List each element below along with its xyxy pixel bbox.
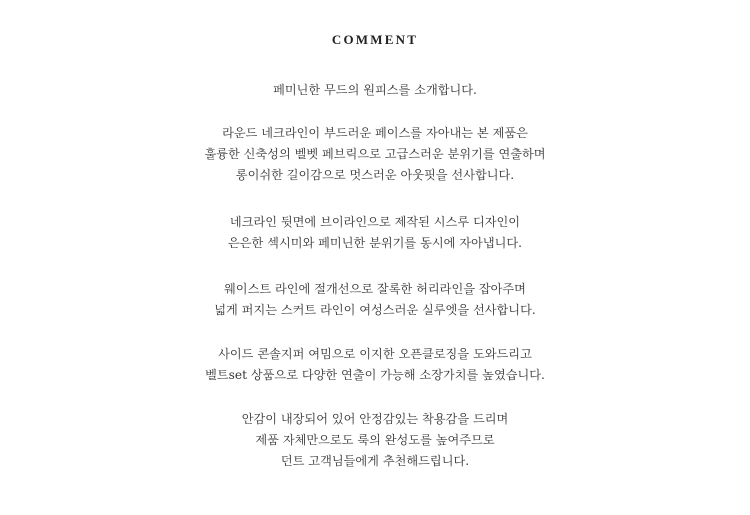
paragraph-line: 사이드 콘솔지퍼 여밈으로 이지한 오픈클로징을 도와드리고 (218, 347, 532, 361)
paragraph-lining-recommend (0, 409, 750, 472)
section-heading: COMMENT (331, 32, 419, 47)
paragraph-line: 벨트set 상품으로 다양한 연출이 가능해 소장가치를 높였습니다. (205, 368, 545, 382)
paragraph-back-design (0, 212, 750, 254)
paragraph-line: 안감이 내장되어 있어 안정감있는 착용감을 드리며 (241, 412, 509, 426)
paragraph-line: 페미닌한 무드의 원피스를 소개합니다. (273, 83, 477, 97)
paragraph-line: 넓게 퍼지는 스커트 라인이 여성스러운 실루엣을 선사합니다. (214, 303, 536, 317)
paragraph-line: 네크라인 뒷면에 브이라인으로 제작된 시스루 디자인이 (229, 215, 521, 229)
paragraph-line: 훌륭한 신축성의 벨벳 페브릭으로 고급스러운 분위기를 연출하며 (204, 147, 546, 161)
paragraph-neckline-fabric (0, 123, 750, 186)
paragraph-line: 롱이쉬한 길이감으로 멋스러운 아웃핏을 선사합니다. (235, 168, 515, 182)
paragraph-line: 던트 고객님들에게 추천해드립니다. (280, 454, 470, 468)
paragraph-intro (0, 80, 750, 101)
paragraph-line: 은은한 섹시미와 페미닌한 분위기를 동시에 자아냅니다. (227, 236, 523, 250)
paragraph-waist-skirt (0, 279, 750, 321)
paragraph-zipper-belt (0, 344, 750, 386)
paragraph-line: 라운드 네크라인이 부드러운 페이스를 자아내는 본 제품은 (222, 126, 528, 140)
paragraph-line: 제품 자체만으로도 룩의 완성도를 높여주므로 (255, 433, 495, 447)
paragraph-line: 웨이스트 라인에 절개선으로 잘록한 허리라인을 잡아주며 (224, 282, 526, 296)
